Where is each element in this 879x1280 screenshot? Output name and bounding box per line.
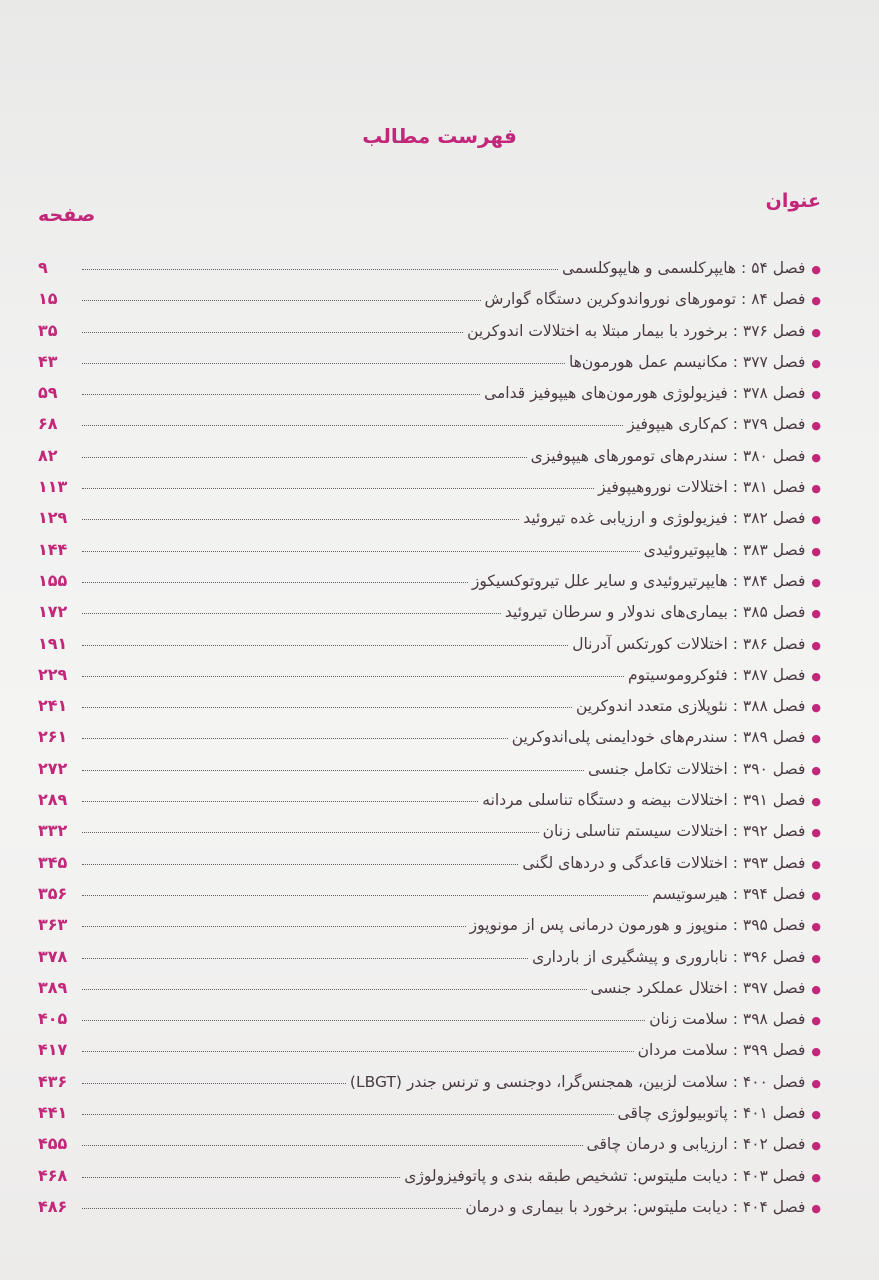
chapter-number: فصل ۳۸۳ <box>742 540 806 559</box>
toc-row <box>38 884 821 915</box>
dot-leader <box>82 895 648 896</box>
separator: : <box>727 884 743 903</box>
toc-entry-text <box>505 603 806 621</box>
chapter-number: فصل ۴۰۱ <box>742 1104 806 1123</box>
chapter-number: فصل ۳۸۹ <box>742 728 806 747</box>
bullet-icon: ● <box>811 732 821 746</box>
chapter-title: سلامت مردان <box>637 1041 728 1060</box>
separator: : <box>727 791 743 810</box>
page-number: ۴۵۵ <box>38 1134 68 1154</box>
toc-entry-text <box>543 822 806 840</box>
bullet-icon: ● <box>811 388 821 402</box>
toc-row <box>38 665 821 696</box>
toc-row <box>38 821 821 852</box>
chapter-title: اختلالات بیضه و دستگاه تناسلی مردانه <box>482 791 728 810</box>
toc-entry-text <box>576 697 805 715</box>
chapter-title: هیرسوتیسم <box>652 884 728 903</box>
page-title: فهرست مطالب <box>362 124 517 148</box>
toc-entry-text <box>532 948 805 966</box>
toc-row <box>38 1040 821 1071</box>
separator: : <box>727 571 743 590</box>
bullet-icon: ● <box>811 263 821 276</box>
bullet-icon: ● <box>811 1201 821 1215</box>
chapter-title: سلامت زنان <box>649 1010 728 1029</box>
toc-entry-text <box>470 916 806 934</box>
page-number: ۲۲۹ <box>38 664 68 684</box>
page-number: ۴۶۸ <box>38 1165 68 1185</box>
dot-leader <box>82 770 584 771</box>
dot-leader <box>82 738 508 739</box>
bullet-icon: ● <box>811 1108 821 1122</box>
chapter-title: سندرم‌های تومورهای هیپوفیزی <box>530 446 728 465</box>
chapter-number: فصل ۳۹۰ <box>742 759 806 778</box>
dot-leader <box>82 1083 346 1084</box>
bullet-icon: ● <box>811 1076 821 1090</box>
chapter-number: فصل ۴۰۳ <box>742 1166 806 1185</box>
separator: : <box>736 290 752 309</box>
toc-entry-text <box>485 290 806 308</box>
page-number: ۳۵۶ <box>38 883 68 903</box>
separator: : <box>727 603 743 622</box>
page-number: ۲۷۲ <box>38 758 68 778</box>
separator: : <box>727 540 743 559</box>
dot-leader <box>82 801 478 802</box>
chapter-title: پاتوبیولوژی چاقی <box>617 1104 728 1123</box>
bullet-icon: ● <box>811 669 821 683</box>
separator: : <box>727 1010 743 1029</box>
chapter-title: سندرم‌های خودایمنی پلی‌اندوکرین <box>511 728 728 747</box>
chapter-number: فصل ۳۸۷ <box>742 665 806 684</box>
chapter-number: فصل ۳۸۱ <box>742 478 806 497</box>
chapter-number: فصل ۳۸۰ <box>742 446 806 465</box>
page-number: ۳۶۳ <box>38 915 68 935</box>
toc-entry-text <box>618 1104 806 1122</box>
page-number: ۴۸۶ <box>38 1196 68 1216</box>
chapter-number: فصل ۳۹۱ <box>742 791 806 810</box>
dot-leader <box>82 363 565 364</box>
dot-leader <box>82 645 568 646</box>
chapter-title: کم‌کاری هیپوفیز <box>627 415 728 434</box>
separator: : <box>727 1041 743 1060</box>
chapter-number: فصل ۳۹۷ <box>742 978 806 997</box>
separator: : <box>727 916 743 935</box>
separator: : <box>727 352 743 371</box>
separator: : <box>727 321 743 340</box>
page-number: ۳۷۸ <box>38 946 68 966</box>
bullet-icon: ● <box>811 1014 821 1028</box>
bullet-icon: ● <box>811 325 821 339</box>
dot-leader <box>82 864 518 865</box>
separator: : <box>727 478 743 497</box>
toc-row <box>38 696 821 727</box>
toc-row <box>38 853 821 884</box>
toc-entry-text <box>512 728 806 746</box>
dot-leader <box>82 1020 645 1021</box>
toc-entry-text <box>569 353 805 371</box>
dot-leader <box>82 394 480 395</box>
dot-leader <box>82 457 527 458</box>
dot-leader <box>82 1208 461 1209</box>
dot-leader <box>82 832 539 833</box>
dot-leader <box>82 707 572 708</box>
separator: : <box>727 1166 743 1185</box>
toc-row <box>38 508 821 539</box>
separator: : <box>727 728 743 747</box>
bullet-icon: ● <box>811 888 821 902</box>
toc-entry-text <box>628 666 805 684</box>
column-header-title: عنوان <box>765 190 821 212</box>
dot-leader <box>82 958 528 959</box>
bullet-icon: ● <box>811 795 821 809</box>
page-number: ۶۸ <box>38 414 58 434</box>
dot-leader <box>82 582 468 583</box>
chapter-number: فصل ۵۴ <box>751 259 806 277</box>
page-number: ۲۶۱ <box>38 727 68 747</box>
dot-leader <box>82 989 587 990</box>
page-number: ۱۹۱ <box>38 633 68 653</box>
bullet-icon: ● <box>811 763 821 777</box>
toc-row <box>38 978 821 1009</box>
toc-entry-text <box>591 979 806 997</box>
bullet-icon: ● <box>811 1045 821 1059</box>
dot-leader <box>82 1114 614 1115</box>
chapter-number: فصل ۴۰۰ <box>742 1072 806 1091</box>
toc-row <box>38 1103 821 1134</box>
separator: : <box>727 415 743 434</box>
toc-entry-text <box>350 1073 805 1091</box>
separator: : <box>727 1072 743 1091</box>
toc-row <box>38 383 821 414</box>
separator: : <box>727 384 743 403</box>
page-number: ۱۵۵ <box>38 570 68 590</box>
dot-leader <box>82 676 624 677</box>
toc-row <box>38 759 821 790</box>
separator: : <box>736 259 752 277</box>
chapter-number: فصل ۳۷۶ <box>742 321 806 340</box>
chapter-number: فصل ۳۸۶ <box>742 634 806 653</box>
chapter-title: فیزیولوژی هورمون‌های هیپوفیز قدامی <box>484 384 728 403</box>
chapter-title: دیابت ملیتوس: تشخیص طبقه بندی و پاتوفیزولوژی <box>404 1166 728 1185</box>
chapter-number: فصل ۳۸۵ <box>742 603 806 622</box>
toc-entry-text <box>627 415 805 433</box>
chapter-title: فیزیولوژی و ارزیابی غده تیروئید <box>523 509 728 528</box>
page-number: ۳۸۹ <box>38 977 68 997</box>
chapter-title: فئوکروموسیتوم <box>628 665 728 684</box>
chapter-title: بیماری‌های ندولار و سرطان تیروئید <box>504 603 728 622</box>
chapter-title: سلامت لزبین، همجنس‌گرا، دوجنسی و ترنس جندر (LBGT) <box>349 1072 728 1091</box>
chapter-title: تومورهای نورواندوکرین دستگاه گوارش <box>484 290 737 309</box>
separator: : <box>727 947 743 966</box>
toc-entry-text <box>638 1041 806 1059</box>
toc-row <box>38 602 821 633</box>
toc-entry-text <box>588 760 805 778</box>
separator: : <box>727 978 743 997</box>
separator: : <box>727 1104 743 1123</box>
toc-row <box>38 727 821 758</box>
chapter-title: هایپوتیروئیدی <box>643 540 728 559</box>
page-number: ۵۹ <box>38 383 58 403</box>
bullet-icon: ● <box>811 1170 821 1184</box>
toc-row <box>38 446 821 477</box>
separator: : <box>727 1197 743 1216</box>
bullet-icon: ● <box>811 482 821 496</box>
toc-row <box>38 540 821 571</box>
page-number: ۴۰۵ <box>38 1009 68 1029</box>
chapter-title: اختلالات تکامل جنسی <box>588 759 728 778</box>
chapter-title: اختلالات کورتکس آدرنال <box>572 634 728 653</box>
separator: : <box>727 759 743 778</box>
toc-entry-text <box>562 259 805 277</box>
dot-leader <box>82 269 558 270</box>
toc-row <box>38 571 821 602</box>
bullet-icon: ● <box>811 701 821 715</box>
toc-entry-text <box>467 322 805 340</box>
toc-entry-text <box>404 1167 805 1185</box>
bullet-icon: ● <box>811 607 821 621</box>
bullet-icon: ● <box>811 638 821 652</box>
toc-row <box>38 1197 821 1228</box>
toc-row <box>38 414 821 445</box>
dot-leader <box>82 551 640 552</box>
page-number: ۲۴۱ <box>38 696 68 716</box>
page-number: ۱۴۴ <box>38 539 68 559</box>
chapter-title: منوپوز و هورمون درمانی پس از مونوپوز <box>469 916 728 935</box>
dot-leader <box>82 1051 634 1052</box>
toc-row <box>38 1072 821 1103</box>
page-number: ۳۵ <box>38 320 58 340</box>
toc-entry-text <box>649 1010 805 1028</box>
separator: : <box>727 446 743 465</box>
dot-leader <box>82 926 466 927</box>
column-header-page: صفحه <box>38 204 96 226</box>
page-number: ۹ <box>38 258 48 277</box>
bullet-icon: ● <box>811 513 821 527</box>
bullet-icon: ● <box>811 826 821 840</box>
page-number: ۱۷۲ <box>38 602 68 622</box>
toc-entry-text <box>523 509 805 527</box>
chapter-title: هایپرتیروئیدی و سایر علل تیروتوکسیکوز <box>471 571 728 590</box>
page-number: ۲۸۹ <box>38 790 68 810</box>
dot-leader <box>82 519 519 520</box>
chapter-number: فصل ۳۹۲ <box>742 822 806 841</box>
toc-row <box>38 1134 821 1165</box>
bullet-icon: ● <box>811 982 821 996</box>
separator: : <box>727 697 743 716</box>
toc-list <box>38 258 821 1228</box>
dot-leader <box>82 1145 583 1146</box>
bullet-icon: ● <box>811 356 821 370</box>
toc-entry-text <box>472 572 806 590</box>
toc-entry-text <box>522 854 805 872</box>
toc-row <box>38 634 821 665</box>
bullet-icon: ● <box>811 951 821 965</box>
chapter-title: اختلالات سیستم تناسلی زنان <box>542 822 728 841</box>
toc-entry-text <box>572 635 805 653</box>
toc-entry-text <box>482 791 805 809</box>
chapter-title: اختلال عملکرد جنسی <box>590 978 728 997</box>
dot-leader <box>82 300 481 301</box>
chapter-number: فصل ۳۹۹ <box>742 1041 806 1060</box>
bullet-icon: ● <box>811 920 821 934</box>
bullet-icon: ● <box>811 419 821 433</box>
chapter-title: اختلالات قاعدگی و دردهای لگنی <box>522 853 728 872</box>
bullet-icon: ● <box>811 544 821 558</box>
bullet-icon: ● <box>811 450 821 464</box>
bullet-icon: ● <box>811 294 821 308</box>
separator: : <box>727 665 743 684</box>
page-number: ۴۳۶ <box>38 1071 68 1091</box>
toc-row <box>38 289 821 320</box>
chapter-title: هایپرکلسمی و هایپوکلسمی <box>562 259 737 277</box>
toc-entry-text <box>587 1135 806 1153</box>
chapter-number: فصل ۸۴ <box>751 290 806 309</box>
toc-entry-text <box>644 541 806 559</box>
chapter-number: فصل ۳۹۵ <box>742 916 806 935</box>
toc-row <box>38 477 821 508</box>
toc-entry-text <box>531 447 806 465</box>
chapter-number: فصل ۳۸۲ <box>742 509 806 528</box>
chapter-number: فصل ۳۷۸ <box>742 384 806 403</box>
chapter-number: فصل ۴۰۲ <box>742 1135 806 1154</box>
dot-leader <box>82 488 594 489</box>
page-number: ۱۲۹ <box>38 508 68 528</box>
toc-entry-text <box>598 478 805 496</box>
chapter-title: اختلالات نوروهیپوفیز <box>598 478 728 497</box>
chapter-title: دیابت ملیتوس: برخورد با بیماری و درمان <box>465 1197 728 1216</box>
chapter-title: ارزیابی و درمان چاقی <box>586 1135 728 1154</box>
page-number: ۸۲ <box>38 445 58 465</box>
dot-leader <box>82 425 623 426</box>
dot-leader <box>82 332 463 333</box>
separator: : <box>727 1135 743 1154</box>
chapter-number: فصل ۳۹۶ <box>742 947 806 966</box>
page-number: ۱۱۳ <box>38 477 68 497</box>
chapter-title: برخورد با بیمار مبتلا به اختلالات اندوکرین <box>467 321 728 340</box>
separator: : <box>727 822 743 841</box>
toc-row <box>38 1166 821 1197</box>
chapter-number: فصل ۳۷۹ <box>742 415 806 434</box>
separator: : <box>727 634 743 653</box>
bullet-icon: ● <box>811 575 821 589</box>
chapter-number: فصل ۳۹۴ <box>742 884 806 903</box>
toc-row <box>38 352 821 383</box>
dot-leader <box>82 613 501 614</box>
chapter-title: ناباروری و پیشگیری از بارداری <box>532 947 728 966</box>
chapter-number: فصل ۳۹۳ <box>742 853 806 872</box>
page-number: ۴۳ <box>38 351 58 371</box>
chapter-number: فصل ۴۰۴ <box>742 1197 806 1216</box>
chapter-title: مکانیسم عمل هورمون‌ها <box>569 352 728 371</box>
dot-leader <box>82 1177 400 1178</box>
toc-row <box>38 790 821 821</box>
chapter-number: فصل ۳۸۴ <box>742 571 806 590</box>
toc-row <box>38 915 821 946</box>
page-number: ۳۴۵ <box>38 852 68 872</box>
chapter-number: فصل ۳۹۸ <box>742 1010 806 1029</box>
toc-row <box>38 258 821 289</box>
toc-entry-text <box>652 885 805 903</box>
separator: : <box>727 853 743 872</box>
toc-row <box>38 1009 821 1040</box>
page-number: ۳۳۲ <box>38 821 68 841</box>
bullet-icon: ● <box>811 1139 821 1153</box>
chapter-number: فصل ۳۸۸ <box>742 697 806 716</box>
toc-entry-text <box>465 1198 805 1216</box>
page-number: ۴۱۷ <box>38 1040 68 1060</box>
bullet-icon: ● <box>811 857 821 871</box>
chapter-title: نئوپلازی متعدد اندوکرین <box>575 697 728 716</box>
toc-row <box>38 321 821 352</box>
chapter-number: فصل ۳۷۷ <box>742 352 806 371</box>
page-number: ۴۴۱ <box>38 1103 68 1123</box>
separator: : <box>727 509 743 528</box>
toc-entry-text <box>484 384 805 402</box>
toc-row <box>38 947 821 978</box>
page-number: ۱۵ <box>38 289 58 309</box>
